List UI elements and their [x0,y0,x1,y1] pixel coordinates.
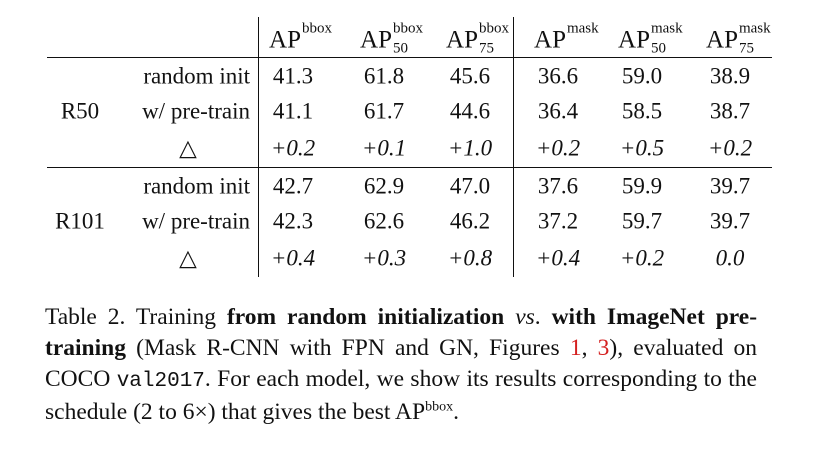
metric-value: 38.9 [709,63,751,89]
metric-value: 36.6 [537,63,579,89]
column-header [446,20,509,57]
column-header-superscript: mask [566,20,599,37]
column-header-text [360,20,423,57]
metric-value: 47.0 [449,173,491,199]
caption-bold-text: with ImageNet pre-training [45,304,758,361]
delta-value: +0.2 [707,135,753,161]
caption-text: . [534,304,552,330]
figure-reference-link[interactable]: 1 [569,335,582,361]
caption-text: . [453,399,459,425]
row-label: w/ pre-train [142,98,250,124]
column-header [534,20,599,54]
caption-text: . For each model, we show its results corresponding to the schedule (2 to 6×) that gives the best AP [45,366,757,425]
metric-value: 36.4 [537,98,579,124]
column-header [360,20,423,57]
metric-value: 58.5 [621,98,663,124]
row-label: random init [143,173,250,199]
delta-value: 0.0 [715,245,745,271]
metric-value: 62.9 [363,173,405,199]
column-header-text [534,20,599,54]
figure-reference-link[interactable]: 3 [597,335,610,361]
delta-value: +1.0 [447,135,493,161]
column-header-base: AP [360,26,392,54]
table-rule-label-divider [258,17,259,277]
delta-value: +0.4 [535,245,581,271]
column-header-superscript: mask [738,20,771,37]
caption-bold-text: from random initialization [226,304,505,330]
column-header-base: AP [618,26,650,54]
metric-value: 39.7 [709,173,751,199]
column-header-base: AP [706,26,738,54]
metric-value: 62.6 [363,208,405,234]
metric-value: 61.8 [363,63,405,89]
delta-value: +0.5 [619,135,665,161]
delta-row-label: △ [179,135,197,161]
caption-text: , [581,335,598,361]
metric-value: 37.2 [537,208,579,234]
column-header-text [269,20,332,54]
column-header-text [446,20,509,57]
column-header [618,20,683,57]
column-header-subscript: 50 [650,40,666,57]
column-header-text [706,20,771,57]
column-header [269,20,332,54]
table-rule-group [47,167,772,168]
column-header-subscript: 75 [738,40,754,57]
column-header-superscript: bbox [478,20,509,37]
delta-value: +0.8 [447,245,493,271]
delta-value: +0.2 [619,245,665,271]
metric-value: 59.7 [621,208,663,234]
column-header-subscript: 75 [478,40,494,57]
metric-value: 44.6 [449,98,491,124]
row-label: random init [143,63,250,89]
column-header-superscript: bbox [301,20,332,37]
model-label: R101 [55,208,105,234]
delta-value: +0.4 [270,245,316,271]
delta-value: +0.1 [361,135,407,161]
row-label: w/ pre-train [142,208,250,234]
column-header-base: AP [534,26,566,54]
table-rule-bbox-mask-divider [513,17,514,277]
metric-value: 46.2 [449,208,491,234]
column-header-superscript: mask [650,20,683,37]
column-header-superscript: bbox [392,20,423,37]
column-header-subscript: 50 [392,40,408,57]
metric-value: 45.6 [449,63,491,89]
metric-value: 41.1 [272,98,314,124]
column-header-base: AP [269,26,301,54]
metric-value: 39.7 [709,208,751,234]
metric-value: 42.7 [272,173,314,199]
caption-text: ), evaluated on COCO [45,335,758,392]
metric-value: 61.7 [363,98,405,124]
metric-value: 38.7 [709,98,751,124]
delta-value: +0.3 [361,245,407,271]
column-header-text [618,20,683,57]
caption-italic-text: vs [515,304,535,330]
caption-text [504,304,515,330]
caption-text: Table 2. Training [45,304,227,330]
delta-value: +0.2 [270,135,316,161]
column-header [706,20,771,57]
metric-value: 37.6 [537,173,579,199]
model-label: R50 [60,98,100,124]
metric-value: 59.0 [621,63,663,89]
caption-code-text: val2017 [116,370,205,393]
delta-row-label: △ [179,245,197,271]
delta-value: +0.2 [535,135,581,161]
metric-value: 42.3 [272,208,314,234]
metric-value: 41.3 [272,63,314,89]
table-caption [45,302,757,428]
column-header-base: AP [446,26,478,54]
metric-value: 59.9 [621,173,663,199]
caption-superscript: bbox [425,399,454,415]
caption-text: (Mask R-CNN with FPN and GN, Figures [125,335,570,361]
table-rule-header [47,57,772,58]
